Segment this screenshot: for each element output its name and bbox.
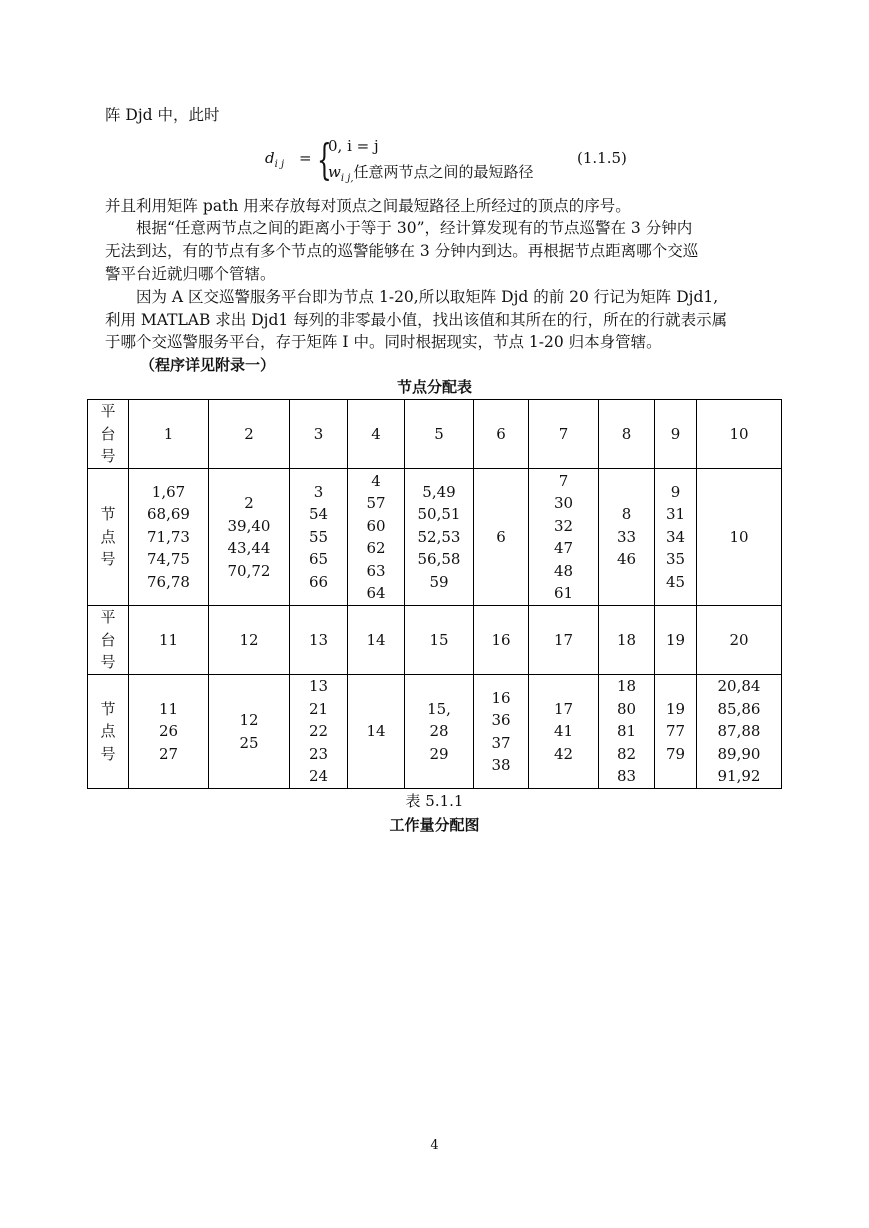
platform-number-cell: 20 [697, 606, 782, 675]
node-entry: 25 [239, 733, 259, 752]
platform-number-cell: 15 [405, 606, 474, 675]
node-list-cell [209, 675, 290, 789]
platform-number-cell: 8 [599, 400, 655, 469]
node-list-cell [209, 469, 290, 606]
node-list-cell [405, 469, 474, 606]
node-entry: 36 [491, 711, 511, 729]
node-entry: 20,84 [717, 677, 761, 696]
node-entry: 52,53 [417, 527, 461, 546]
node-row [88, 469, 782, 606]
paragraph-line: 警平台近就归哪个管辖。 [105, 265, 276, 283]
paragraph-line: 并且利用矩阵 path 用来存放每对顶点之间最短路径上所经过的顶点的序号。 [105, 197, 631, 215]
platform-number-cell: 17 [529, 606, 599, 675]
equation-1-1-5 [265, 135, 645, 187]
node-list-cell [348, 469, 405, 606]
platform-number-cell: 7 [529, 400, 599, 469]
node-entry: 30 [553, 494, 574, 512]
platform-number-cell: 5 [405, 400, 474, 469]
node-entry: 12 [239, 711, 259, 729]
node-list-cell [599, 675, 655, 789]
platform-row [88, 400, 782, 469]
node-entry: 3 [313, 482, 324, 501]
platform-number-cell: 14 [348, 606, 405, 675]
equation-case-2: $w_{i j,}$任意两节点之间的最短路径 [328, 163, 534, 184]
paragraph-line: 利用 MATLAB 求出 Djd1 每列的非零最小值，找出该值和其所在的行，所在的行就表示属 [105, 311, 728, 329]
node-entry: 6 [496, 527, 506, 546]
node-entry: 9 [670, 482, 681, 501]
node-entry: 65 [308, 550, 329, 569]
node-entry: 85,86 [717, 699, 761, 718]
node-entry: 79 [665, 744, 686, 763]
node-entry: 24 [308, 767, 329, 786]
equation-number: (1.1.5) [577, 149, 627, 167]
node-list-cell [405, 675, 474, 789]
node-entry: 89,90 [717, 744, 761, 763]
node-list-cell [599, 469, 655, 606]
node-list-cell [655, 469, 697, 606]
node-entry: 83 [616, 767, 637, 786]
node-entry: 70,72 [227, 561, 271, 580]
node-entry: 11 [158, 699, 179, 718]
node-entry: 8 [621, 505, 632, 524]
platform-number-cell: 11 [129, 606, 209, 675]
appendix-note: （程序详见附录一） [140, 356, 276, 374]
node-entry: 10 [729, 527, 749, 546]
platform-number-cell: 12 [209, 606, 290, 675]
node-entry: 7 [558, 471, 569, 490]
platform-number-cell: 9 [655, 400, 697, 469]
node-entry: 16 [491, 688, 511, 707]
row-header-cell: 平 台 号 [88, 606, 129, 675]
node-entry: 46 [616, 550, 637, 569]
node-entry: 29 [429, 744, 449, 763]
node-entry: 39,40 [227, 516, 271, 535]
node-list-cell [697, 675, 782, 789]
node-entry: 48 [553, 561, 574, 580]
brace-symbol: { [317, 135, 332, 184]
node-list-cell [697, 469, 782, 606]
node-entry: 91,92 [717, 767, 761, 786]
node-entry: 35 [665, 550, 686, 569]
node-entry: 56,58 [417, 550, 461, 569]
node-row [88, 675, 782, 789]
platform-number-cell: 4 [348, 400, 405, 469]
node-entry: 57 [366, 494, 386, 512]
page-number: 4 [430, 1138, 439, 1153]
row-header-cell: 平 台 号 [88, 400, 129, 469]
row-header-cell: 节 点 号 [88, 675, 129, 789]
node-entry: 71,73 [147, 527, 190, 546]
platform-number-cell: 3 [290, 400, 348, 469]
node-entry: 50,51 [417, 505, 461, 524]
node-entry: 77 [665, 722, 686, 741]
paragraph-line: 根据“任意两节点之间的距离小于等于 30”，经计算发现有的节点巡警在 3 分钟内 [136, 219, 693, 237]
platform-number-cell: 1 [129, 400, 209, 469]
node-list-cell [529, 469, 599, 606]
node-entry: 81 [616, 722, 637, 741]
node-entry: 41 [553, 722, 574, 741]
equation-case-1: 0, i = j [328, 137, 379, 155]
node-entry: 38 [491, 756, 511, 774]
node-entry: 61 [553, 584, 574, 602]
node-allocation-table [87, 399, 782, 789]
node-entry: 54 [308, 505, 329, 524]
node-list-cell [474, 469, 529, 606]
paragraph-line: 于哪个交巡警服务平台，存于矩阵 I 中。同时根据现实，节点 1-20 归本身管辖。 [105, 333, 662, 351]
row-header-cell: 节 点 号 [88, 469, 129, 606]
node-entry: 82 [616, 744, 637, 763]
node-entry: 62 [366, 539, 386, 557]
table-title: 节点分配表 [396, 378, 472, 396]
node-entry: 15, [427, 699, 451, 718]
equation-lhs: $d_{i j}$ [265, 149, 285, 170]
node-entry: 2 [244, 494, 254, 512]
table-caption: 表 5.1.1 [405, 792, 464, 810]
node-entry: 1,67 [151, 482, 186, 501]
node-list-cell [290, 675, 348, 789]
node-entry: 76,78 [147, 572, 190, 591]
node-entry: 87,88 [717, 722, 761, 741]
node-entry: 45 [665, 572, 686, 591]
node-entry: 17 [553, 699, 574, 718]
platform-row [88, 606, 782, 675]
node-list-cell [290, 469, 348, 606]
paragraph-line: 因为 A 区交巡警服务平台即为节点 1-20,所以取矩阵 Djd 的前 20 行记为矩阵 Djd1, [136, 288, 719, 306]
platform-number-cell: 6 [474, 400, 529, 469]
node-entry: 26 [158, 722, 179, 741]
node-entry: 32 [553, 516, 574, 535]
node-entry: 59 [429, 572, 449, 591]
node-entry: 31 [665, 505, 686, 524]
node-entry: 27 [158, 744, 179, 763]
node-entry: 80 [616, 699, 637, 718]
node-entry: 68,69 [147, 505, 190, 524]
node-entry: 5,49 [422, 482, 456, 501]
node-entry: 14 [366, 722, 386, 741]
node-list-cell [129, 675, 209, 789]
equals-sign: = [299, 149, 312, 167]
node-entry: 4 [371, 471, 381, 490]
paragraph-line: 阵 Djd 中，此时 [105, 106, 220, 124]
node-entry: 22 [308, 722, 329, 741]
node-entry: 74,75 [147, 550, 190, 569]
node-entry: 18 [616, 677, 637, 696]
node-entry: 13 [308, 677, 329, 696]
figure-title: 工作量分配图 [389, 816, 480, 834]
node-list-cell [129, 469, 209, 606]
platform-number-cell: 2 [209, 400, 290, 469]
node-entry: 64 [366, 584, 386, 602]
platform-number-cell: 18 [599, 606, 655, 675]
platform-number-cell: 16 [474, 606, 529, 675]
node-entry: 60 [366, 516, 386, 535]
node-entry: 21 [308, 699, 329, 718]
node-entry: 33 [616, 527, 637, 546]
paragraph-line: 无法到达，有的节点有多个节点的巡警能够在 3 分钟内到达。再根据节点距离哪个交巡 [105, 242, 699, 260]
node-entry: 42 [553, 744, 574, 763]
node-list-cell [655, 675, 697, 789]
node-entry: 23 [308, 744, 329, 763]
node-list-cell [529, 675, 599, 789]
platform-number-cell: 13 [290, 606, 348, 675]
node-entry: 34 [665, 527, 686, 546]
node-list-cell [474, 675, 529, 789]
node-entry: 28 [429, 722, 449, 741]
node-entry: 63 [366, 561, 386, 580]
node-entry: 43,44 [227, 539, 271, 557]
node-entry: 37 [491, 733, 511, 752]
node-list-cell [348, 675, 405, 789]
node-entry: 47 [553, 539, 574, 557]
platform-number-cell: 19 [655, 606, 697, 675]
node-entry: 55 [308, 527, 329, 546]
node-entry: 19 [665, 699, 686, 718]
platform-number-cell: 10 [697, 400, 782, 469]
node-entry: 66 [308, 572, 329, 591]
